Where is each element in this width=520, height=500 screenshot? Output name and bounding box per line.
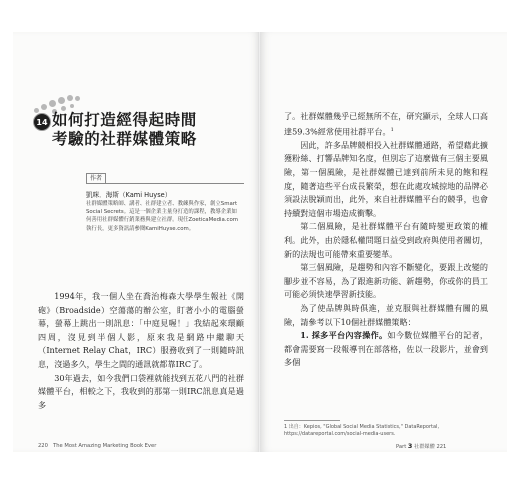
strategy-text: 如今數位媒體平台的記者，都會需要寫一段報導刊在部落格，佐以一段影片，並會到多個 <box>284 330 488 368</box>
paragraph: 30年過去，如今我們口袋裡就能找到五花八門的社群媒體平台，相較之下，我收到的那第一則IRC訊息真是過多 <box>38 372 244 410</box>
paragraph: 為了使品牌與時俱進，並克服與社群媒體有關的風險，請參考以下10個社群媒體策略： <box>284 303 488 327</box>
author-label: 作者 <box>86 173 106 184</box>
right-body-text <box>284 110 488 370</box>
chapter-title <box>52 110 252 148</box>
footnote-divider <box>284 420 340 421</box>
left-body-text <box>38 290 244 412</box>
folio-section: 社群媒體 <box>414 444 435 450</box>
author-box <box>86 173 244 277</box>
paragraph: 第三個風險，是趨勢和內容不斷變化，要跟上改變的腳步並不容易，為了跟進新功能、新趨勢，你或你的員工可能必須快速學習新技能。 <box>284 262 488 300</box>
folio-part-label: Part <box>396 444 407 450</box>
strategy-item <box>284 329 488 370</box>
folio-page-number: 221 <box>436 444 447 450</box>
right-folio <box>396 442 506 450</box>
chapter-title-line-2: 考驗的社群媒體策略 <box>52 129 197 148</box>
author-name: 凱咪．海斯（Kami Huyse） <box>86 191 172 199</box>
footnote: 1 出自：Kepios, "Global Social Media Statistics," DataReportal, https://datareportal.com/social-media-users. <box>284 424 440 437</box>
strategy-lead: 1. 採多平台內容操作。 <box>300 330 388 341</box>
paragraph <box>284 110 488 139</box>
author-divider <box>86 183 244 184</box>
author-bio: 社群媒體策略師、講者、社群建立者、教練與作家，創立Smart Social Secrets。這是一個企業主量身打造的課程，教導企業如何善用社群媒體行銷業務與建立社群。現任ZoeticaMedia.com執行長，更多資訊請參閱KamiHuyse.com。 <box>86 201 239 232</box>
chapter-title-line-1: 如何打造經得起時間 <box>52 110 197 129</box>
folio-part-number: 3 <box>407 442 413 450</box>
paragraph-text: 了。社群媒體幾乎已經無所不在，研究顯示，全球人口高達59.3%經常使用社群平台。 <box>284 111 488 137</box>
paragraph: 第二個風險，是社群媒體平台有隨時變更政策的權利。此外，由於隱私權問題日益受到政府與使用者關切，新的法規也可能帶來重要變革。 <box>284 221 488 259</box>
chapter-number-badge: 14 <box>33 113 51 131</box>
footnote-marker: 1 <box>390 126 394 133</box>
paragraph: 1994年，我一個人坐在喬治梅森大學學生報社《開砲》（Broadside）空蕩蕩的辦公室，盯著小小的電腦螢幕，螢幕上跳出一則訊息：「中庭見喔！」我結起來環顧四周，沒見到半個人影，原來我是網路中繼聊天（Internet Relay Chat，IRC）服務收到了一則隨時訊息，沒過多久，學生之間的通訊就都靠IRC了。 <box>38 291 244 369</box>
left-folio: 220 The Most Amazing Marketing Book Ever <box>38 443 157 449</box>
paragraph: 因此，許多品牌競相投入社群媒體通路，希望藉此擴獲粉絲、打響品牌知名度，但別忘了這麼做有三個主要風險，第一個風險，是社群媒體已達到前所未見的飽和程度，隨著這些平台成長繁榮，想在此處攻城掠地的品牌必須設法脫穎而出，此外，來自社群媒體平台的競爭，也會持續對這個市場造成衝擊。 <box>284 139 488 218</box>
